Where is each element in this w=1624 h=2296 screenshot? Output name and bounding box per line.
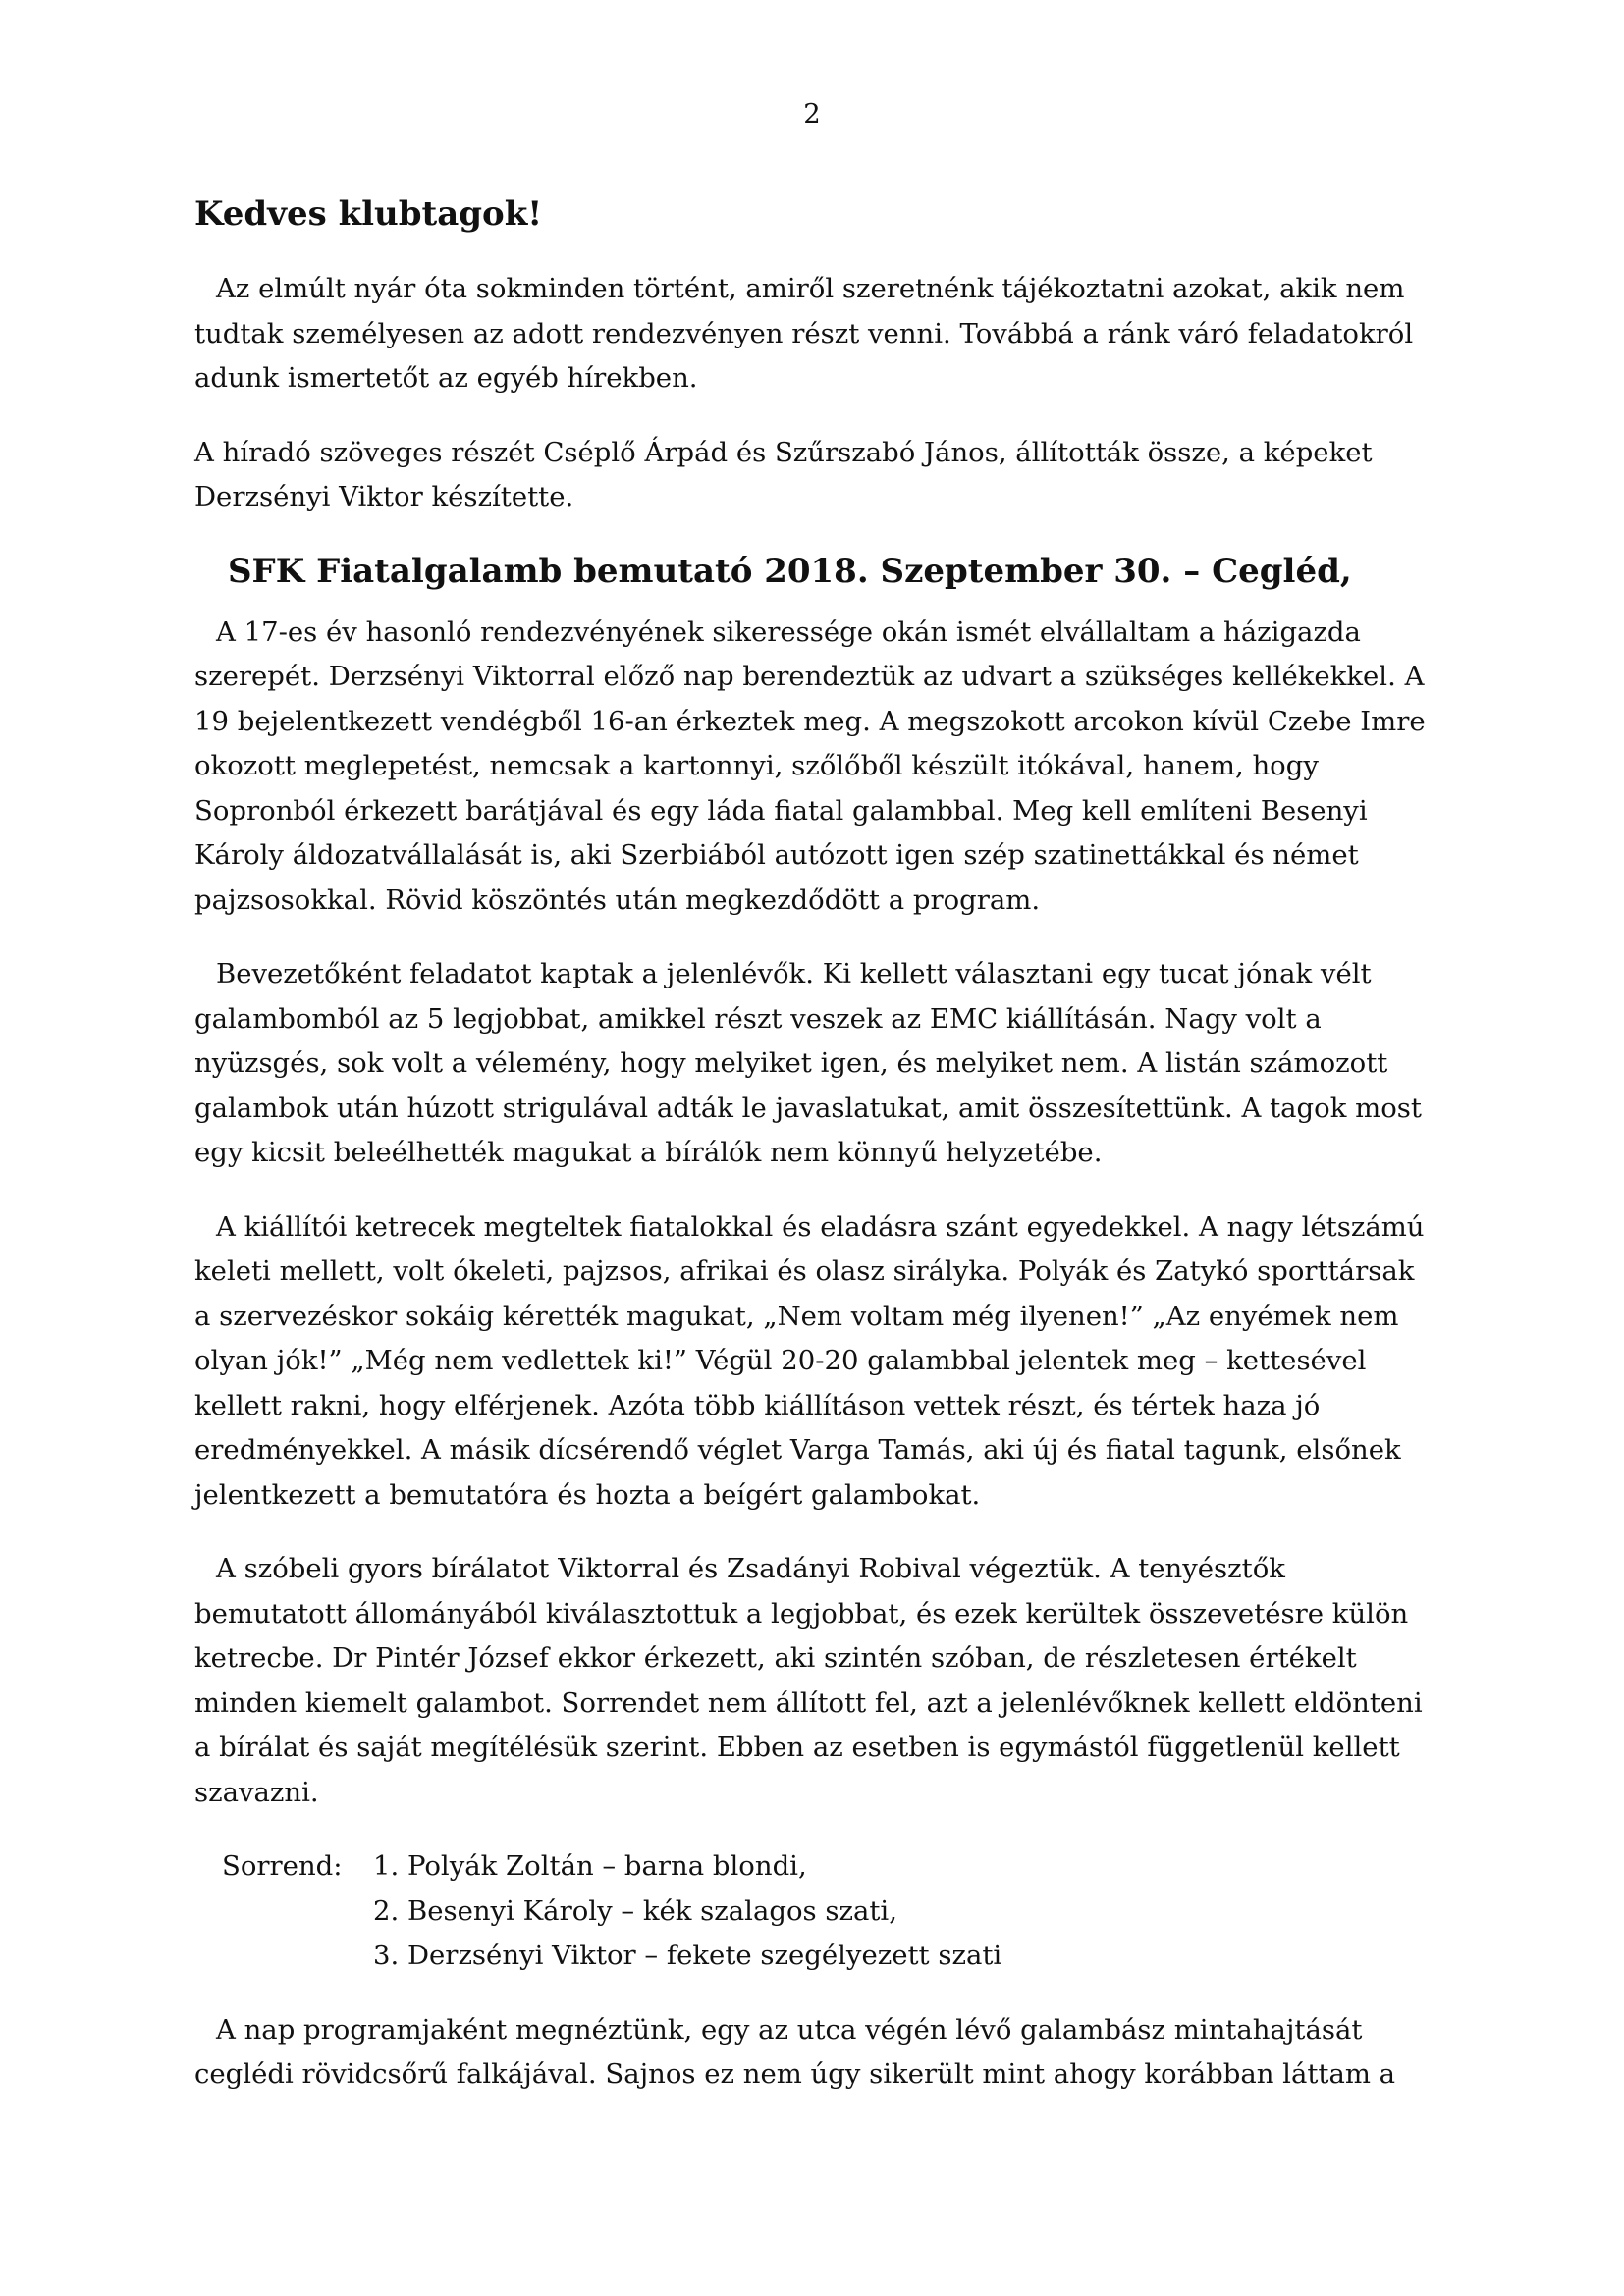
intro-paragraph-1: Az elmúlt nyár óta sokminden történt, amiről szeretnénk tájékoztatni azokat, akik nem tudtak személyesen az adott rendezvényen részt venni. Továbbá a ránk váró feladatokról adunk ismertetőt az egyéb hírekben. [194, 273, 1414, 394]
closing-paragraph: A nap programjaként megnéztünk, egy az utca végén lévő galambász mintahajtását ceglédi rövidcsőrű falkájával. Sajnos ez nem úgy sikerült mint ahogy korábban láttam a [194, 2013, 1396, 2090]
ranking-label: Sorrend: [222, 1850, 343, 1882]
intro-paragraph-2: A híradó szöveges részét Cséplő Árpád és Szűrszabó János, állították össze, a képeket Derzsényi Viktor készítette. [194, 436, 1373, 512]
ranking-items [373, 1844, 1437, 1979]
section-heading: SFK Fiatalgalamb bemutató 2018. Szeptember 30. – Cegléd, [228, 551, 1352, 591]
section-paragraph-3: A kiállítói ketrecek megteltek fiatalokkal és eladásra szánt egyedekkel. A nagy létszámú keleti mellett, volt ókeleti, pajzsos, afrikai és olasz sirálykа. Polyák és Zatykó sporttársak a szervezéskor sokáig kérették magukat, „Nem voltam még ilyenen!” „Az enyémek nem olyan jók!” „Még nem vedlettek ki!” Végül 20-20 galambbal jelentek meg – kettesével kellett rakni, hogy elférjenek. Azóta több kiállításon vettek részt, és tértek haza jó eredményekkel. A másik dícsérendő véglet Varga Tamás, aki új és fiatal tagunk, elsőnek jelentkezett a bemutatóra és hozta a beígért galambokat. [194, 1210, 1425, 1511]
greeting-heading: Kedves klubtagok! [194, 194, 543, 234]
section-paragraph-4: A szóbeli gyors bírálatot Viktorral és Zsadányi Robival végeztük. A tenyésztők bemutatott állományából kiválasztottuk a legjobbat, és ezek kerültek összevetésre külön ketrecbe. Dr Pintér József ekkor érkezett, aki szintén szóban, de részletesen értékelt minden kiemelt galambot. Sorrendet nem állított fel, azt a jelenlévőknek kellett eldönteni a bírálat és saját megítélésük szerint. Ebben az esetben is egymástól függetlenül kellett szavazni. [194, 1553, 1423, 1808]
ranking-list [222, 1844, 1437, 1979]
section-paragraph-1: A 17-es év hasonló rendezvényének sikeressége okán ismét elvállaltam a házigazda szerepét. Derzsényi Viktorral előző nap berendeztük az udvart a szükséges kellékekkel. A 19 bejelentkezett vendégből 16-an érkeztek meg. A megszokott arcokon kívül Czebe Imre okozott meglepetést, nemcsak a kartonnyi, szőlőből készült itókával, hanem, hogy Sopronból érkezett barátjával és egy láda fiatal galambbal. Meg kell említeni Besenyi Károly áldozatvállalását is, aki Szerbiából autózott igen szép szatinettákkal és német pajzsosokkal. Rövid köszöntés után megkezdődött a program. [194, 615, 1426, 916]
ranking-item-1: 1. Polyák Zoltán – barna blondi, [373, 1850, 807, 1882]
document-body [194, 267, 1437, 2127]
section-paragraph-2: Bevezetőként feladatot kaptak a jelenlévők. Ki kellett választani egy tucat jónak vélt galambomból az 5 legjobbat, amikkel részt veszek az EMC kiállításán. Nagy volt a nyüzsgés, sok volt a vélemény, hogy melyiket igen, és melyiket nem. A listán számozott galambok után húzott strigulával adták le javaslatukat, amit összesítettünk. A tagok most egy kicsit beleélhették magukat a bírálók nem könnyű helyzetébe. [194, 958, 1422, 1168]
ranking-item-3: 3. Derzsényi Viktor – fekete szegélyezett szati [373, 1940, 1002, 1971]
ranking-item-2: 2. Besenyi Károly – kék szalagos szati, [373, 1895, 897, 1927]
page-number: 2 [803, 98, 821, 130]
